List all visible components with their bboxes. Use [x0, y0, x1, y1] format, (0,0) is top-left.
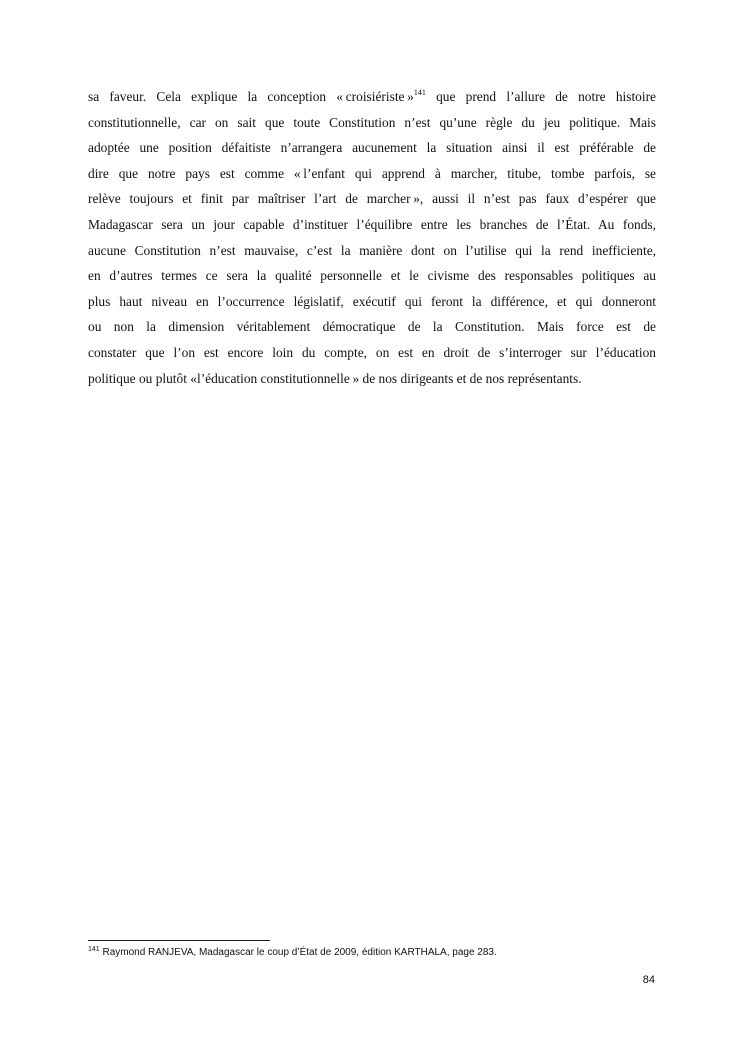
body-line-9: plus haut niveau en l’occurrence législatif, exécutif qui feront la différence, et qui donneront: [88, 293, 656, 309]
body-line-1-end: que prend l’allure de notre histoire: [425, 89, 656, 104]
body-line-1: [88, 84, 656, 110]
footnote-reference: 141: [413, 88, 426, 97]
page-number: 84: [642, 974, 655, 986]
body-line-10: ou non la dimension véritablement démocratique de la Constitution. Mais force est de: [88, 319, 656, 335]
body-line-6: Madagascar sera un jour capable d’instituer l’équilibre entre les branches de l’État. Au fonds,: [88, 216, 656, 232]
footnote-separator: [88, 940, 270, 941]
body-paragraph: [88, 84, 656, 391]
body-line-5: relève toujours et finit par maîtriser l’art de marcher », aussi il n’est pas faux d’espérer que: [88, 191, 656, 207]
footnote-text: Raymond RANJEVA, Madagascar le coup d’État de 2009, édition KARTHALA, page 283.: [99, 947, 497, 958]
body-line-3: adoptée une position défaitiste n’arrangera aucunement la situation ainsi il est préférable de: [88, 140, 656, 156]
body-line-12: politique ou plutôt «l’éducation constitutionnelle » de nos dirigeants et de nos représentants.: [88, 370, 582, 386]
body-line-1-start: sa faveur. Cela explique la conception « croisiériste »: [88, 89, 414, 104]
body-line-8: en d’autres termes ce sera la qualité personnelle et le civisme des responsables politiques au: [88, 268, 656, 284]
body-line-7: aucune Constitution n’est mauvaise, c’est la manière dont on l’utilise qui la rend inefficiente,: [88, 242, 656, 258]
body-line-2: constitutionnelle, car on sait que toute Constitution n’est qu’une règle du jeu politique. Mais: [88, 114, 656, 130]
body-line-11: constater que l’on est encore loin du compte, on est en droit de s’interroger sur l’éducation: [88, 344, 656, 360]
body-line-4: dire que notre pays est comme « l’enfant qui apprend à marcher, titube, tombe parfois, se: [88, 165, 656, 181]
footnote: [88, 946, 658, 960]
footnote-number: 141: [88, 946, 100, 953]
